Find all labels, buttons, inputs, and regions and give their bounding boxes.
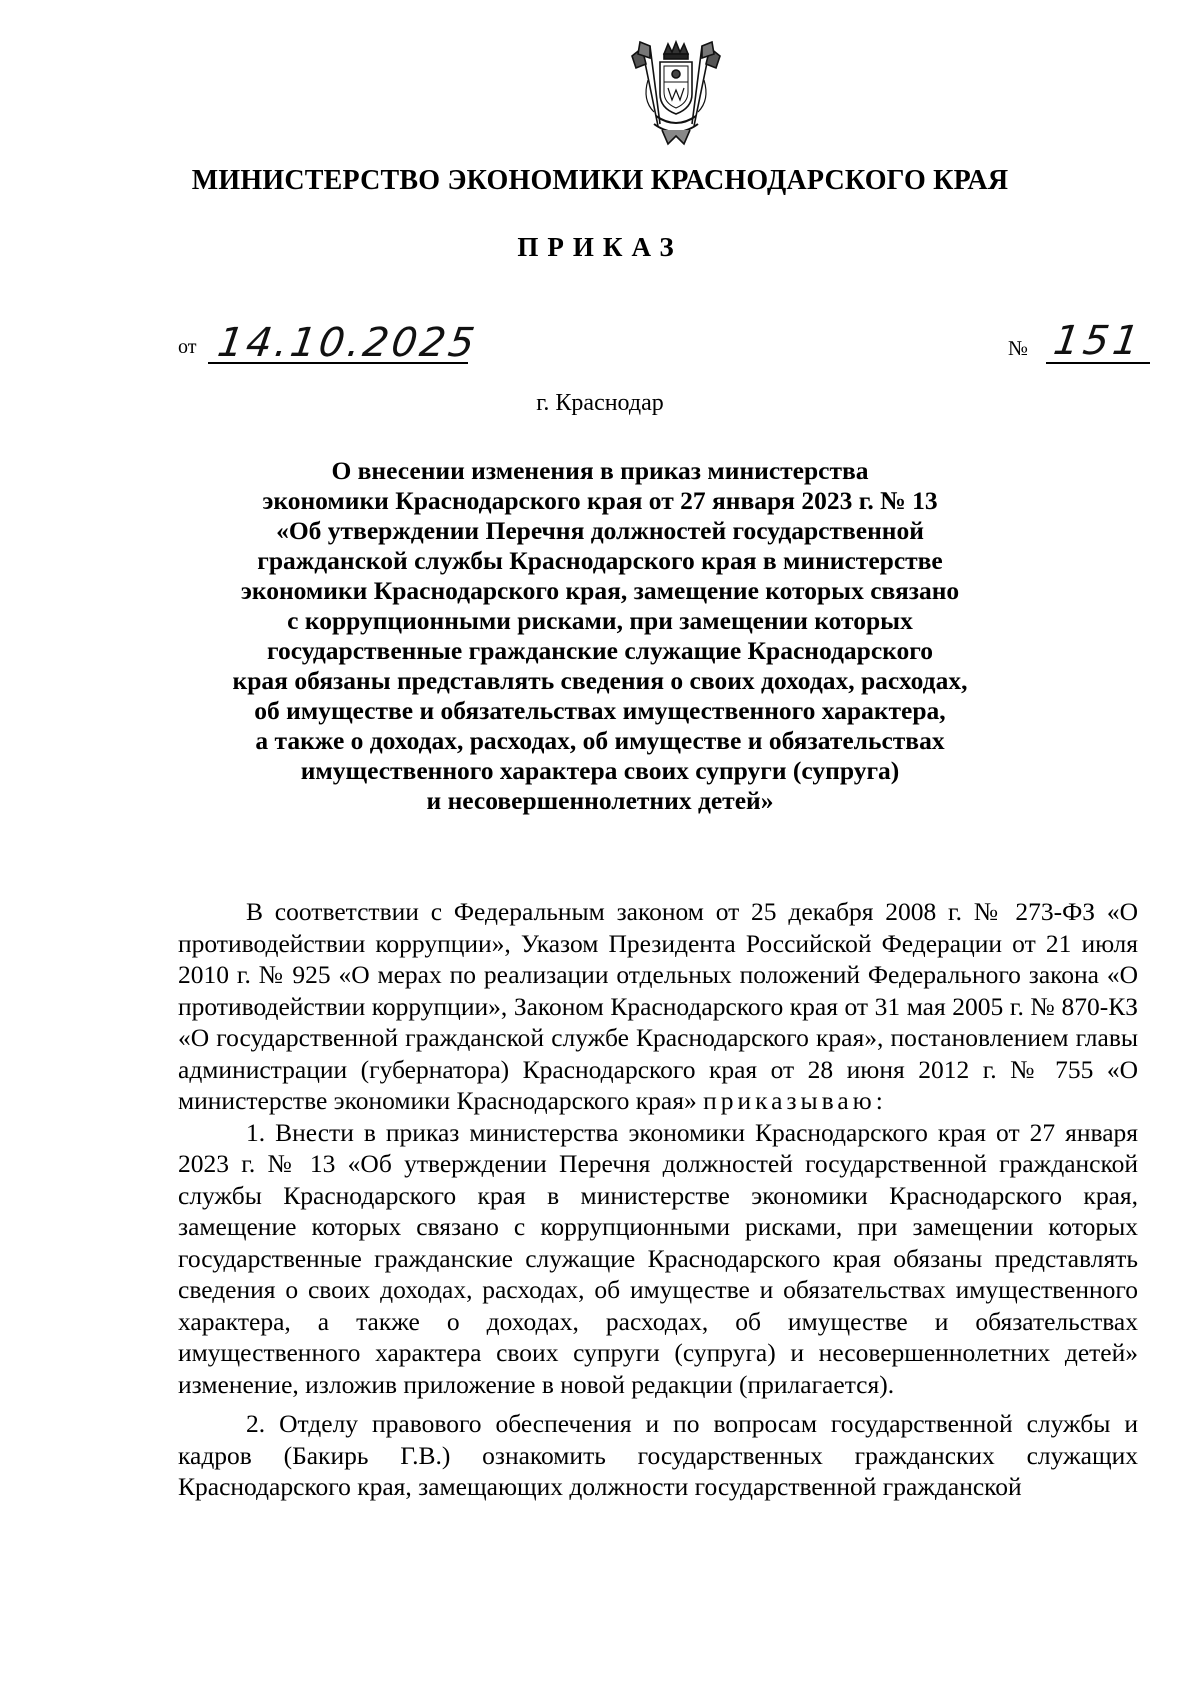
title-line: экономики Краснодарского края от 27 января 2023 г. № 13	[262, 486, 938, 515]
title-line: имущественного характера своих супруги (супруга)	[300, 756, 900, 785]
order-title	[220, 456, 980, 816]
item-1-paragraph: 1. Внести в приказ министерства экономики Краснодарского края от 27 января 2023 г. № 13 «Об утверждении Перечня должностей государственной гражданской службы Краснодарского края в министерстве экономики Краснодарского края, замещение которых связано с коррупционными рисками, при замещении которых государственные гражданские служащие Краснодарского края обязаны представлять сведения о своих доходах, расходах, об имуществе и обязательствах имущественного характера, а также о доходах, расходах, об имуществе и обязательствах имущественного характера своих супруги (супруга) и несовершеннолетних детей» изменение, изложив приложение в новой редакции (прилагается).	[178, 1117, 1138, 1399]
title-line: об имуществе и обязательствах имущественного характера,	[254, 696, 946, 725]
order-body	[178, 896, 1138, 1503]
date-prefix: от	[178, 336, 197, 358]
preamble-text: В соответствии с Федеральным законом от 25 декабря 2008 г. № 273-ФЗ «О противодействии коррупции», Указом Президента Российской Федерации от 21 июля 2010 г. № 925 «О мерах по реализации отдельных положений Федерального закона «О противодействии коррупции», Законом Краснодарского края от 31 мая 2005 г. № 870-КЗ «О государственной гражданской службе Краснодарского края», постановлением главы администрации (губернатора) Краснодарского края от 28 июня 2012 г. № 755 «О министерстве экономики Краснодарского края»	[178, 897, 1138, 1115]
title-line: экономики Краснодарского края, замещение которых связано	[240, 576, 960, 605]
title-line: гражданской службы Краснодарского края в министерстве	[257, 546, 943, 575]
document-type: ПРИКАЗ	[517, 232, 683, 262]
title-line: с коррупционными рисками, при замещении которых	[287, 606, 913, 635]
title-line: О внесении изменения в приказ министерства	[331, 456, 869, 485]
item-2-paragraph: 2. Отделу правового обеспечения и по вопросам государственной службы и кадров (Бакирь Г.В.) ознакомить государственных гражданских служащих Краснодарского края, замещающих должности государственной гражданской	[178, 1409, 1138, 1501]
title-line: «Об утверждении Перечня должностей государственной	[276, 516, 924, 545]
order-number	[1008, 318, 1168, 372]
date-value-handwritten: 14.10.2025	[214, 320, 481, 366]
coat-of-arms-icon	[628, 40, 724, 152]
order-date	[178, 322, 498, 372]
number-prefix: №	[1008, 336, 1029, 360]
city: г. Краснодар	[536, 390, 664, 416]
title-line: а также о доходах, расходах, об имуществе и обязательствах	[255, 726, 945, 755]
title-line: и несовершеннолетних детей»	[426, 786, 774, 815]
number-value-handwritten: 151	[1050, 318, 1146, 364]
title-line: края обязаны представлять сведения о своих доходах, расходах,	[232, 666, 968, 695]
ministry-name: МИНИСТЕРСТВО ЭКОНОМИКИ КРАСНОДАРСКОГО КРАЯ	[191, 165, 1009, 196]
title-line: государственные гражданские служащие Краснодарского	[267, 636, 933, 665]
order-word: приказываю:	[703, 1086, 887, 1115]
preamble-paragraph	[178, 896, 1138, 1117]
